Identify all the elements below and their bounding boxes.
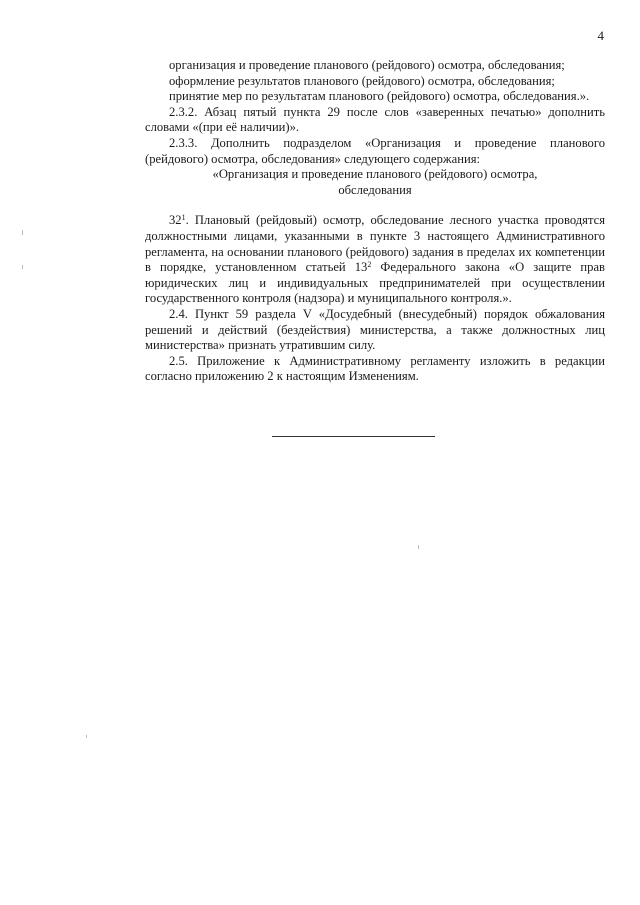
paragraph-2: оформление результатов планового (рейдового) осмотра, обследования;: [169, 73, 555, 88]
paragraph-1: организация и проведение планового (рейдового) осмотра, обследования;: [169, 58, 565, 72]
paragraph-number: 32: [169, 213, 182, 228]
paragraph-2-5: 2.5. Приложение к Административному регламенту изложить в редакции согласно приложению 2 к настоящим Изменениям.: [145, 353, 605, 384]
scan-speck: [86, 735, 87, 738]
paragraph-superscript: 1: [181, 213, 186, 223]
page-number: 4: [597, 28, 604, 43]
subsection-heading-line2: обследования: [338, 182, 412, 197]
document-body: [145, 58, 605, 385]
paragraph-5: 2.3.3. Дополнить подразделом «Организация и проведение планового (рейдового) осмотра, обследования» следующего содержания:: [145, 135, 605, 166]
scan-speck: [22, 230, 23, 235]
paragraph-4: 2.3.2. Абзац пятый пункта 29 после слов «заверенных печатью» дополнить словами «(при её наличии)».: [145, 104, 605, 135]
scan-speck: [22, 265, 23, 269]
scan-speck: [418, 545, 419, 549]
article-superscript: 2: [367, 260, 372, 270]
paragraph-3: принятие мер по результатам планового (рейдового) осмотра, обследования.».: [169, 89, 590, 104]
subsection-heading-line1: «Организация и проведение планового (рейдового) осмотра,: [212, 167, 538, 182]
paragraph-2-4: 2.4. Пункт 59 раздела V «Досудебный (внесудебный) порядок обжалования решений и действий (бездействия) министерства, а также должностных лиц министерства» признать утратившим силу.: [145, 306, 605, 353]
paragraph-32-1-text-b: Федерального закона «О защите прав юридических лиц и индивидуальных предпринимателей при осуществлении государственного контроля (надзора) и муниципального контроля.».: [145, 260, 605, 306]
paragraph-32-1: [145, 213, 605, 307]
closing-rule: [272, 436, 435, 437]
paragraph-32-1-text-a: . Плановый (рейдовый) осмотр, обследование лесного участка проводятся должностными лицами, указанными в пункте 3 настоящего Административного регламента, на основании планового (рейдового) задания в пределах их компетенции в порядке, установленном статьей 13: [145, 213, 605, 275]
